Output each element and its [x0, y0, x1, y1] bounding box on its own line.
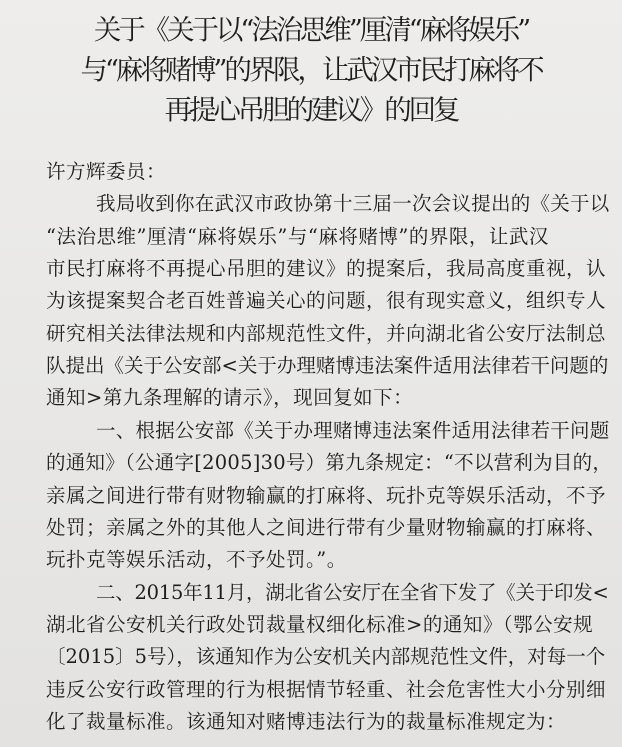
title-line: 关于《关于以“法治思维”厘清“麻将娱乐”: [93, 14, 529, 46]
body-line: 的通知》（公通字[2005]30号）第九条规定：“不以营利为目的，: [46, 451, 613, 474]
body-line: 玩扑克等娱乐活动，不予处罚。”。: [46, 548, 347, 571]
body-line: 湖北省公安机关行政处罚裁量权细化标准>的通知》（鄂公安规: [46, 613, 594, 636]
body-line: 〔2015〕5号），该通知作为公安机关内部规范性文件，对每一个: [46, 645, 606, 668]
body-line: 队提出《关于公安部<关于办理赌博违法案件适用法律若干问题的: [46, 354, 609, 377]
body-line: 二、2015年11月，湖北省公安厅在全省下发了《关于印发<: [96, 581, 609, 604]
body-line: 化了裁量标准。该通知对赌博违法行为的裁量标准规定为：: [46, 710, 567, 733]
body-line: 我局收到你在武汉市政协第十三届一次会议提出的《关于以: [96, 192, 610, 215]
body-line: 为该提案契合老百姓普遍关心的问题，很有现实意义，组织专人: [46, 289, 607, 312]
title-line: 与“麻将赌博”的界限，让武汉市民打麻将不: [80, 54, 542, 86]
title-line: 再提心吊胆的建议》的回复: [164, 94, 458, 126]
body-line: 亲属之间进行带有财物输赢的打麻将、玩扑克等娱乐活动，不予: [46, 484, 607, 507]
salutation: 许方辉委员：: [46, 160, 167, 183]
body-line: 处罚；亲属之外的其他人之间进行带有少量财物输赢的打麻将、: [46, 516, 607, 539]
body-line: “法治思维”厘清“麻将娱乐”与“麻将赌博”的界限，让武汉: [46, 225, 549, 248]
body-line: 通知>第九条理解的请示》，现回复如下：: [46, 386, 414, 409]
body-line: 一、根据公安部《关于办理赌博违法案件适用法律若干问题: [96, 419, 610, 442]
body-line: 违反公安行政管理的行为根据情节轻重、社会危害性大小分别细: [46, 678, 607, 701]
body-line: 市民打麻将不再提心吊胆的建议》的提案后，我局高度重视，认: [46, 257, 607, 280]
body-line: 研究相关法律法规和内部规范性文件，并向湖北省公安厅法制总: [46, 322, 607, 345]
